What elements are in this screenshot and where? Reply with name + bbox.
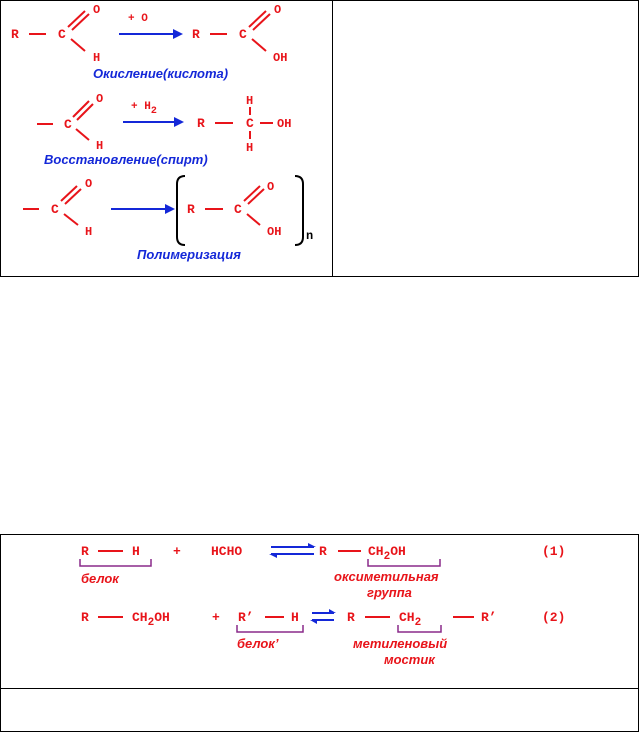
eq1-h: H — [132, 544, 140, 559]
eq1-hcho: HCHO — [211, 544, 243, 559]
eq1-number: (1) — [542, 544, 566, 559]
caption-polymerization: Полимеризация — [137, 247, 241, 262]
eq2-ch2: $CH_2$ — [399, 610, 422, 629]
reaction-oxidation — [11, 3, 287, 81]
caption-oxidation: Окисление(кислота) — [93, 66, 229, 81]
r3-reactant-h: H — [85, 225, 93, 239]
eq1-r2: R — [319, 544, 327, 559]
reaction-polymerization — [23, 176, 313, 262]
eq2-equilibrium-arrow — [310, 609, 336, 624]
eq1-group-bracket — [368, 559, 440, 566]
r3-product-o: O — [267, 180, 275, 194]
eq2-protein-bracket — [237, 625, 303, 632]
r2-reactant-o: O — [96, 92, 104, 106]
r1-reactant-c: C — [58, 27, 66, 42]
r2-product-h-bottom: H — [246, 141, 254, 155]
aldehyde-reactions-diagram — [1, 1, 332, 276]
r1-product-o: O — [274, 3, 282, 17]
eq1-protein-bracket — [80, 559, 151, 566]
r3-product-c: C — [234, 202, 242, 217]
eq2-r2-prime: R’ — [481, 610, 497, 625]
eq2-label-bridge-1: метиленовый — [353, 636, 448, 651]
right-bracket — [295, 176, 303, 245]
equation-2 — [81, 609, 565, 667]
eq2-number: (2) — [542, 610, 566, 625]
formaldehyde-reactions-table — [0, 534, 639, 732]
eq2-ch2oh: $CH_2OH$ — [132, 610, 170, 629]
eq2-plus: + — [212, 610, 220, 625]
r3-product-oh: OH — [267, 225, 282, 239]
r1-product-r: R — [192, 27, 200, 42]
equation-1 — [80, 543, 565, 600]
eq2-label-bridge-2: мостик — [384, 652, 435, 667]
left-bracket — [177, 176, 185, 245]
table-divider — [332, 1, 333, 276]
eq1-label-protein: белок — [81, 571, 119, 586]
caption-reduction: Восстановление(спирт) — [44, 152, 208, 167]
r1-reactant-h: H — [93, 51, 101, 65]
eq2-label-protein: белок’ — [237, 636, 279, 651]
eq1-plus: + — [173, 544, 181, 559]
table-row-divider — [1, 688, 638, 689]
eq2-r-prime: R’ — [238, 610, 254, 625]
eq1-equilibrium-arrow — [269, 543, 316, 558]
reactions-table — [0, 0, 639, 277]
r1-reactant-r: R — [11, 27, 19, 42]
r3-reactant-o: O — [85, 177, 93, 191]
eq2-r: R — [81, 610, 89, 625]
eq2-r2: R — [347, 610, 355, 625]
eq2-h: H — [291, 610, 299, 625]
r1-product-c: C — [239, 27, 247, 42]
eq1-label-group-1: оксиметильная — [334, 569, 439, 584]
r1-product-oh: OH — [273, 51, 288, 65]
eq1-label-group-2: группа — [367, 585, 412, 600]
formaldehyde-reactions-diagram — [1, 535, 638, 687]
r2-product-oh: OH — [277, 117, 292, 131]
eq1-ch2oh: $CH_2OH$ — [368, 544, 406, 563]
r1-reagent: + O — [128, 13, 148, 25]
r2-reactant-h: H — [96, 139, 104, 153]
r2-product-r: R — [197, 116, 205, 131]
reaction-reduction — [37, 92, 291, 167]
r1-reactant-o: O — [93, 3, 101, 17]
r2-product-h-top: H — [246, 94, 254, 108]
r3-subscript-n: n — [306, 229, 314, 243]
r3-reactant-c: C — [51, 202, 59, 217]
eq1-r: R — [81, 544, 89, 559]
r2-reactant-c: C — [64, 117, 72, 132]
r2-product-c: C — [246, 116, 254, 131]
r3-product-r: R — [187, 202, 195, 217]
r2-reagent: + H2 — [131, 101, 157, 117]
